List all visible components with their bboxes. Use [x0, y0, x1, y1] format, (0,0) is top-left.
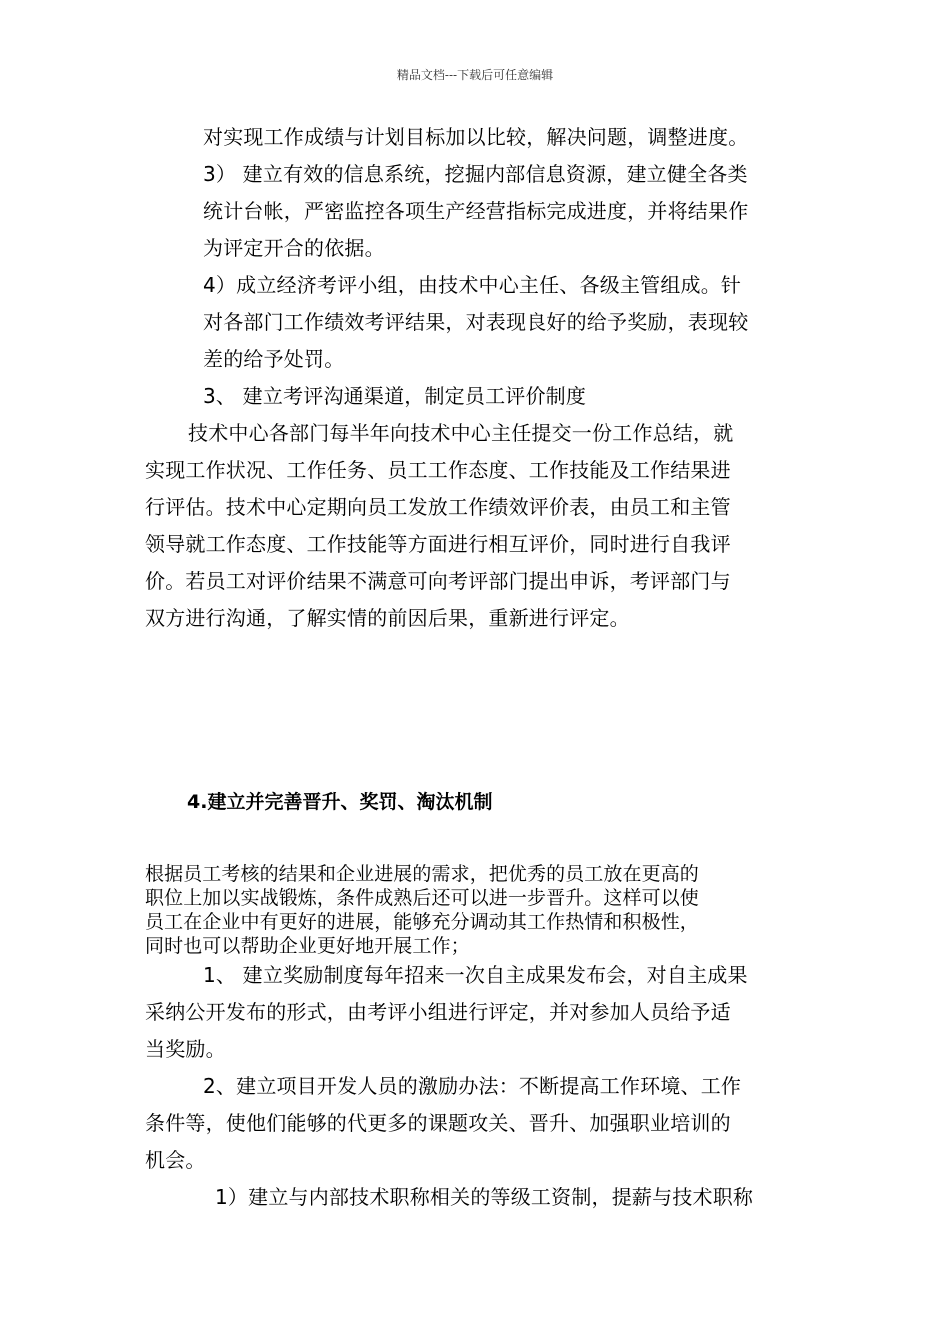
- text-line: 价。若员工对评价结果不满意可向考评部门提出申诉，考评部门与: [145, 569, 731, 593]
- text-line: 双方进行沟通，了解实情的前因后果，重新进行评定。: [145, 606, 630, 630]
- text-line: 职位上加以实战锻炼，条件成熟后还可以进一步晋升。这样可以使: [145, 887, 699, 909]
- text-line: 对实现工作成绩与计划目标加以比较，解决问题，调整进度。: [203, 125, 749, 149]
- text-line: 3） 建立有效的信息系统，挖掘内部信息资源，建立健全各类: [203, 162, 748, 186]
- text-line: 3、 建立考评沟通渠道，制定员工评价制度: [203, 384, 587, 408]
- text-line: 为评定开合的依据。: [203, 236, 385, 260]
- text-line: 行评估。技术中心定期向员工发放工作绩效评价表，由员工和主管: [145, 495, 731, 519]
- text-line: 领导就工作态度、工作技能等方面进行相互评价，同时进行自我评: [145, 532, 731, 556]
- text-line: 员工在企业中有更好的进展，能够充分调动其工作热情和积极性，: [145, 911, 699, 933]
- text-line: 根据员工考核的结果和企业进展的需求，把优秀的员工放在更高的: [145, 863, 699, 885]
- text-line: 4）成立经济考评小组，由技术中心主任、各级主管组成。针: [203, 273, 742, 297]
- page-header: 精品文档---下载后可任意编辑: [396, 68, 554, 82]
- text-line: 1）建立与内部技术职称相关的等级工资制，提薪与技术职称: [215, 1185, 754, 1209]
- text-line: 技术中心各部门每半年向技术中心主任提交一份工作总结，就: [188, 421, 734, 445]
- text-line: 当奖励。: [145, 1037, 226, 1061]
- text-line: 对各部门工作绩效考评结果，对表现良好的给予奖励，表现较: [203, 310, 749, 334]
- section-heading: 4.建立并完善晋升、奖罚、淘汰机制: [187, 791, 493, 813]
- text-line: 同时也可以帮助企业更好地开展工作；: [145, 935, 470, 957]
- text-line: 机会。: [145, 1148, 206, 1172]
- text-line: 采纳公开发布的形式，由考评小组进行评定，并对参加人员给予适: [145, 1000, 731, 1024]
- text-line: 统计台帐，严密监控各项生产经营指标完成进度，并将结果作: [203, 199, 749, 223]
- text-line: 1、 建立奖励制度每年招来一次自主成果发布会，对自主成果: [203, 963, 748, 987]
- text-line: 差的给予处罚。: [203, 347, 345, 371]
- text-line: 条件等，使他们能够的代更多的课题攻关、晋升、加强职业培训的: [145, 1111, 731, 1135]
- text-line: 实现工作状况、工作任务、员工工作态度、工作技能及工作结果进: [145, 458, 731, 482]
- text-line: 2、建立项目开发人员的激励办法：不断提高工作环境、工作: [203, 1074, 742, 1098]
